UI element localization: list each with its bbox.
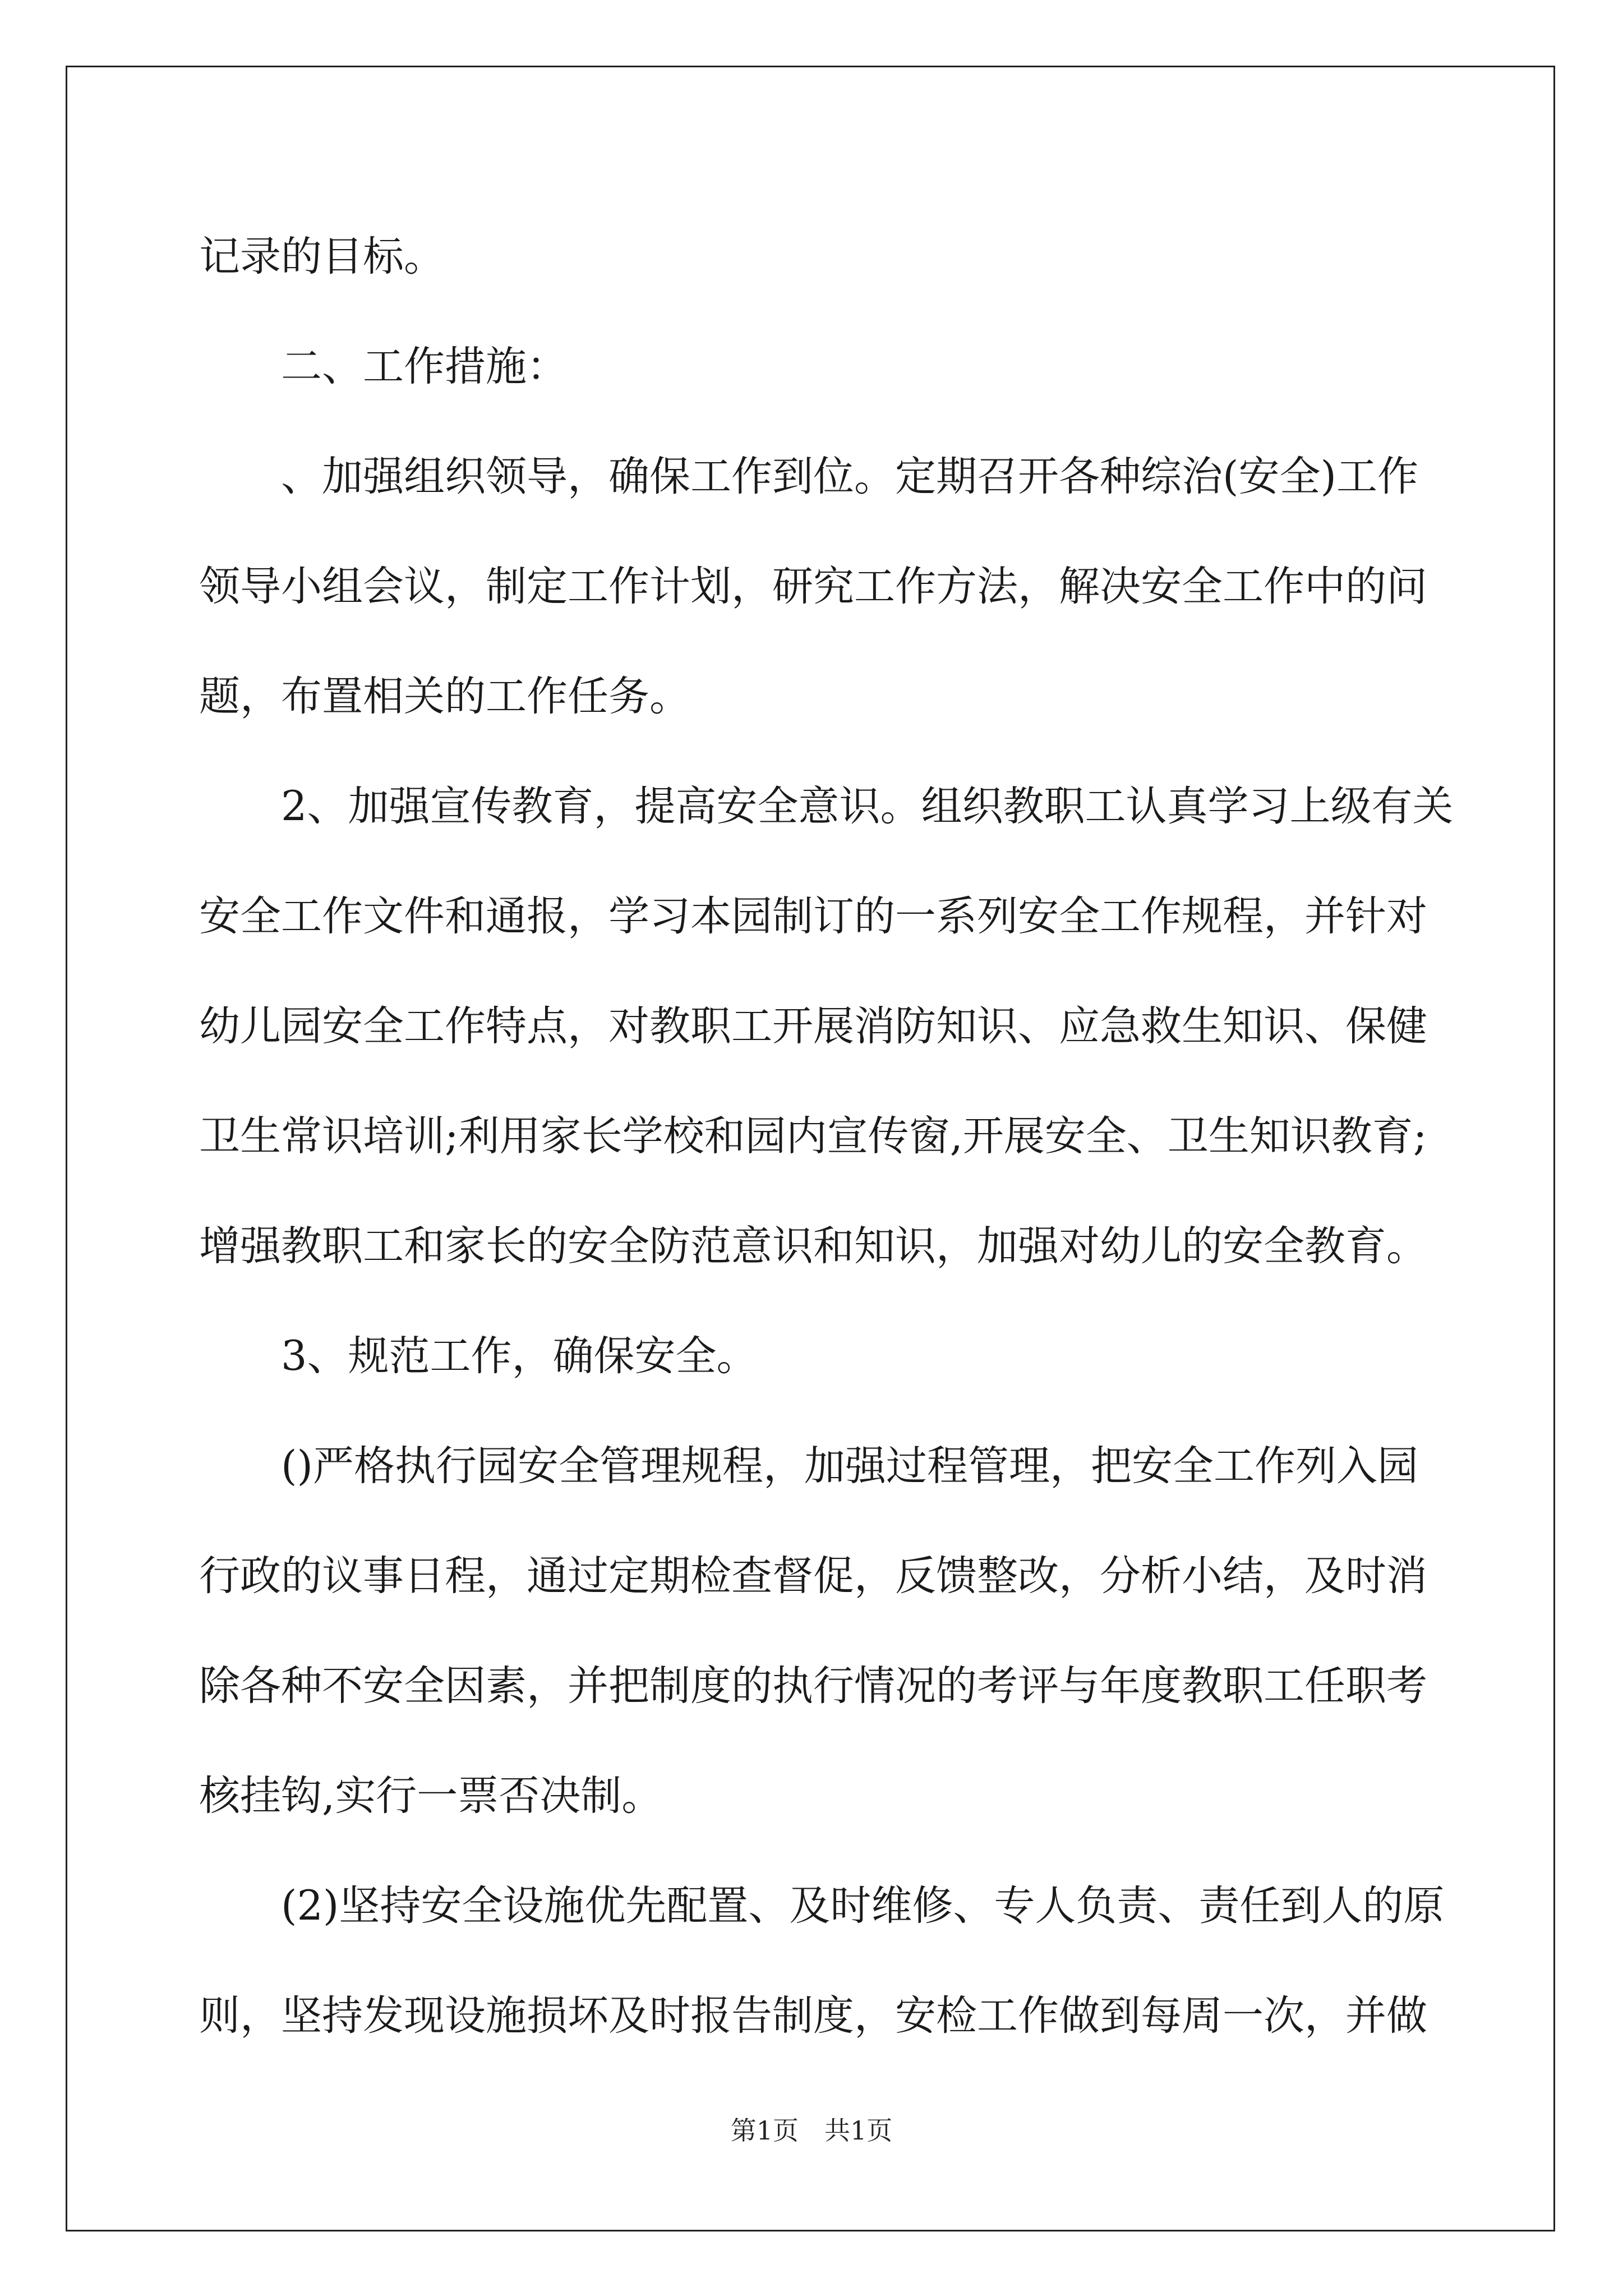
text-line: 记录的目标。: [199, 233, 445, 280]
text-line: 、加强组织领导，确保工作到位。定期召开各种综治(安全)工作: [281, 453, 1418, 500]
text-line: 安全工作文件和通报，学习本园制订的一系列安全工作规程，并针对: [199, 892, 1427, 940]
text-line: (2)坚持安全设施优先配置、及时维修、专人负责、责任到人的原: [281, 1882, 1445, 1930]
text-line: 行政的议事日程，通过定期检查督促，反馈整改，分析小结，及时消: [199, 1552, 1427, 1600]
text-line: ()严格执行园安全管理规程，加强过程管理，把安全工作列入园: [281, 1442, 1418, 1490]
text-line: 幼儿园安全工作特点，对教职工开展消防知识、应急救生知识、保健: [199, 1002, 1427, 1050]
text-line: 领导小组会议，制定工作计划，研究工作方法，解决安全工作中的问: [199, 563, 1427, 610]
section-heading: 二、工作措施：: [281, 343, 568, 390]
text-line: 则，坚持发现设施损坏及时报告制度，安检工作做到每周一次，并做: [199, 1992, 1427, 2040]
document-body: [199, 202, 1454, 2071]
text-line: 2、加强宣传教育，提高安全意识。组织教职工认真学习上级有关: [281, 783, 1454, 830]
page-number: 第1页 共1页: [730, 2115, 893, 2146]
text-line: 卫生常识培训;利用家长学校和园内宣传窗,开展安全、卫生知识教育;: [199, 1112, 1427, 1160]
page-footer: [0, 2114, 1623, 2147]
text-line: 除各种不安全因素，并把制度的执行情况的考评与年度教职工任职考: [199, 1662, 1427, 1710]
text-line: 题，布置相关的工作任务。: [199, 673, 690, 720]
text-line: 增强教职工和家长的安全防范意识和知识，加强对幼儿的安全教育。: [199, 1222, 1427, 1270]
text-line: 3、规范工作，确保安全。: [281, 1332, 758, 1380]
text-line: 核挂钩,实行一票否决制。: [199, 1772, 663, 1820]
